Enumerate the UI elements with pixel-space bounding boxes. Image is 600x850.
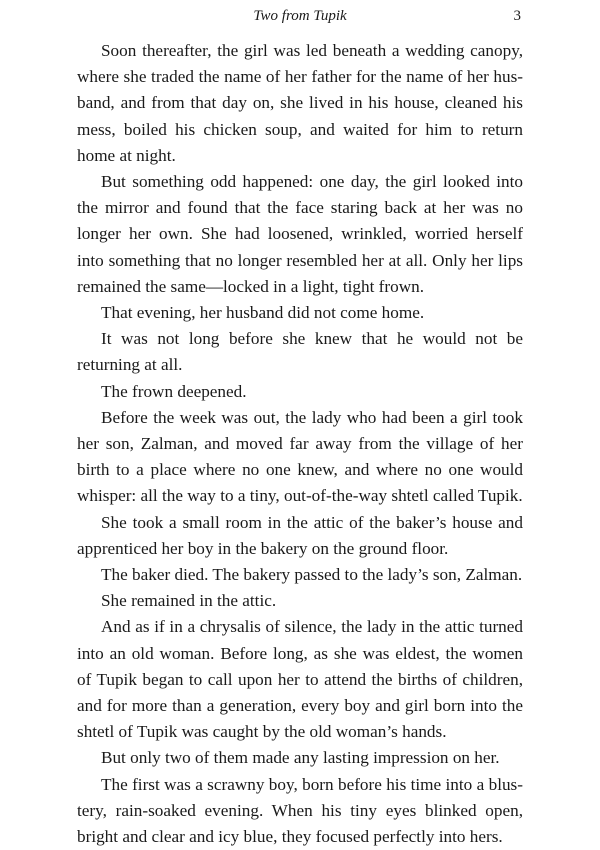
paragraph: The frown deepened. [101,381,247,401]
paragraph: It was not long before she knew that he would not be returning at all. [77,329,523,375]
paragraph: The baker died. The bakery passed to the lady’s son, Zalman. [101,565,523,585]
paragraph: She remained in the attic. [101,591,277,611]
paragraph: But only two of them made any lasting impression on her. [101,748,500,768]
paragraph: The first was a scrawny boy, born before his time into a blustery, rain-soaked evening. When his tiny eyes blinked open, bright and clear and icy blue, they focused perfectly into hers. [77,774,523,847]
paragraph: And as if in a chrysalis of silence, the lady in the attic turned into an old woman. Before long, as she was eldest, the women of Tupik began to call upon her to attend the births of children, and for more than a generation, every boy and girl born into the shtetl of Tupik was caught by the old woman’s hands. [77,617,523,742]
page-number: 3 [513,8,521,24]
running-head-title: Two from Tupik [253,8,347,24]
paragraph: Soon thereafter, the girl was led beneath a wedding canopy, where she traded the name of her father for the name of her husband, and from that day on, she lived in his house, cleaned his mess, boiled his chicken soup, and waited for him to return home at night. [77,41,523,165]
body-text [77,38,523,850]
paragraph: Before the week was out, the lady who had been a girl took her son, Zalman, and moved far away from the village of her birth to a place where no one knew, and where no one would whisper: all the way to a tiny, out-of-the-way shtetl called Tupik. [77,407,523,506]
paragraph: She took a small room in the attic of the baker’s house and apprenticed her boy in the bakery on the ground floor. [77,512,523,558]
paragraph: That evening, her husband did not come home. [101,303,425,323]
paragraph: But something odd happened: one day, the girl looked into the mirror and found that the face staring back at her was no longer her own. She had loosened, wrinkled, worried herself into something that no longer resembled her at all. Only her lips remained the same—locked in a light, tight frown. [77,172,523,296]
